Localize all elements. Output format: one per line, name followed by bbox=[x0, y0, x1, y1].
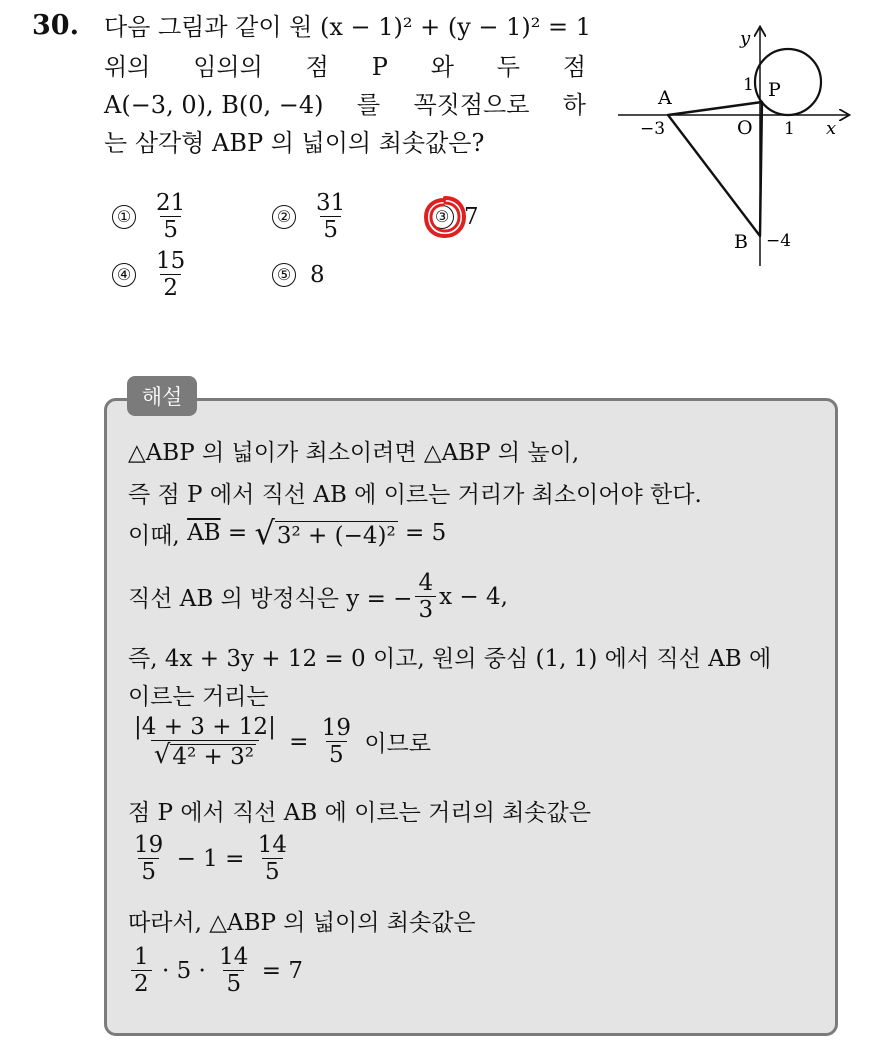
option-mark: ④ bbox=[112, 263, 136, 287]
option-1[interactable] bbox=[112, 190, 191, 243]
question-number: 30. bbox=[32, 10, 79, 41]
option-4[interactable] bbox=[112, 248, 191, 301]
question-line-1: 다음 그림과 같이 원 (x − 1)² + (y − 1)² = 1 bbox=[104, 13, 592, 41]
distance-fraction: |4 + 3 + 12| √ 4² + 3² bbox=[134, 714, 276, 770]
solution-line-2: 즉 점 P 에서 직선 AB 에 이르는 거리가 최소이어야 한다. bbox=[128, 482, 702, 508]
tick-y-neg: −4 bbox=[766, 231, 792, 251]
option-mark: ① bbox=[112, 205, 136, 229]
solution-line-7: |4 + 3 + 12| √ 4² + 3² = $\frac{19}{5}$ 이므로 bbox=[128, 714, 431, 769]
label-p: P bbox=[768, 79, 781, 101]
option-value: 7 bbox=[464, 204, 479, 230]
circle-shape bbox=[755, 49, 821, 115]
answer-mark-icon bbox=[422, 194, 468, 240]
label-a: A bbox=[658, 87, 672, 109]
solution-line-8: 점 P 에서 직선 AB 에 이르는 거리의 최솟값은 bbox=[128, 800, 591, 826]
option-mark: ② bbox=[272, 205, 296, 229]
option-fraction: $\frac{15}{2}$ bbox=[156, 248, 186, 301]
tick-x-pos: 1 bbox=[784, 119, 795, 139]
option-mark: ③ bbox=[430, 205, 454, 229]
question-line-4: 는 삼각형 ABP 의 넓이의 최솟값은? bbox=[104, 129, 485, 157]
label-b: B bbox=[734, 231, 748, 253]
solution-line-5: 즉, 4x + 3y + 12 = 0 이고, 원의 중심 (1, 1) 에서 직선 AB 에 bbox=[128, 646, 772, 672]
tick-x-neg: −3 bbox=[640, 119, 666, 139]
origin-label: O bbox=[737, 117, 753, 139]
solution-line-6: 이르는 거리는 bbox=[128, 684, 269, 710]
solution-line-3: 이때, $\overline{AB}$ = √ 3² + (−4)² = 5 bbox=[128, 514, 447, 552]
square-root: √ 3² + (−4)² bbox=[254, 514, 396, 552]
option-fraction: $\frac{21}{5}$ bbox=[156, 190, 186, 243]
option-fraction: $\frac{31}{5}$ bbox=[316, 190, 346, 243]
slope-fraction: $\frac{4}{3}$ bbox=[415, 570, 436, 623]
option-5[interactable] bbox=[272, 262, 325, 288]
solution-line-4: 직선 AB 의 방정식은 y = − $\frac{4}{3}$ x − 4, bbox=[128, 570, 508, 623]
x-axis-label: x bbox=[826, 118, 837, 139]
solution-line-11: $\frac{1}{2}$ · 5 · $\frac{14}{5}$ = 7 bbox=[128, 944, 303, 997]
tick-y-pos: 1 bbox=[743, 75, 754, 95]
option-2[interactable] bbox=[272, 190, 351, 243]
solution-line-9: $\frac{19}{5}$ − 1 = $\frac{14}{5}$ bbox=[134, 832, 287, 885]
segment-ab: $\overline{AB}$ bbox=[187, 520, 221, 546]
question-line-3: A(−3, 0), B(0, −4) 를 꼭짓점으로 하 bbox=[104, 91, 586, 119]
solution-line-1: △ABP 의 넓이가 최소이려면 △ABP 의 높이, bbox=[128, 440, 580, 466]
option-value: 8 bbox=[310, 262, 325, 288]
coordinate-figure bbox=[612, 22, 862, 272]
solution-line-10: 따라서, △ABP 의 넓이의 최솟값은 bbox=[128, 910, 476, 936]
question-line-2: 위의 임의의 점 P 와 두 점 bbox=[104, 53, 586, 81]
y-axis-label: y bbox=[740, 28, 751, 49]
option-mark: ⑤ bbox=[272, 263, 296, 287]
solution-badge: 해설 bbox=[127, 376, 197, 416]
